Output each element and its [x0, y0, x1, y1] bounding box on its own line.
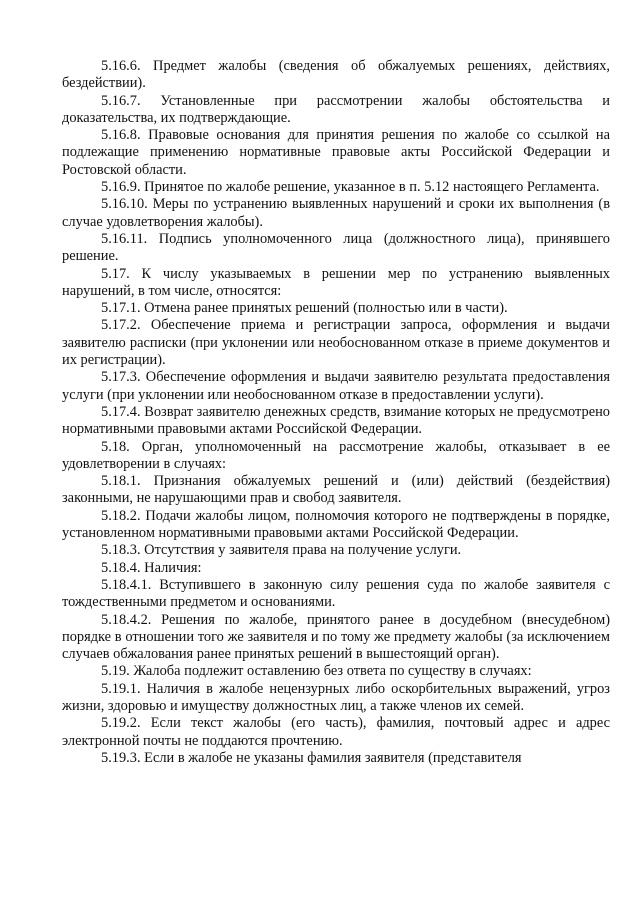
paragraph-5-19-1: 5.19.1. Наличия в жалобе нецензурных либо оскорбительных выражений, угроз жизни, здоровью и имуществу должностных лиц, а также членов их семей.	[62, 680, 610, 714]
paragraph-5-19: 5.19. Жалоба подлежит оставлению без ответа по существу в случаях:	[101, 663, 532, 680]
paragraph-5-16-10: 5.16.10. Меры по устранению выявленных нарушений и сроки их выполнения (в случае удовлетворения жалобы).	[62, 196, 610, 230]
paragraph-5-18-4: 5.18.4. Наличия:	[101, 559, 202, 576]
paragraph-5-17-2: 5.17.2. Обеспечение приема и регистрации запроса, оформления и выдачи заявителю расписки (при уклонении или необоснованном отказе в приеме документов и их регистрации).	[62, 317, 610, 369]
paragraph-5-19-3: 5.19.3. Если в жалобе не указаны фамилия заявителя (представителя	[101, 749, 522, 766]
paragraph-5-17-1: 5.17.1. Отмена ранее принятых решений (полностью или в части).	[101, 300, 508, 317]
paragraph-5-16-6: 5.16.6. Предмет жалобы (сведения об обжалуемых решениях, действиях, бездействии).	[62, 58, 610, 92]
paragraph-5-19-2: 5.19.2. Если текст жалобы (его часть), фамилия, почтовый адрес и адрес электронной почты не поддаются прочтению.	[62, 715, 610, 749]
paragraph-5-17-3: 5.17.3. Обеспечение оформления и выдачи заявителю результата предоставления услуги (при уклонении или необоснованном отказе в предоставлении услуги).	[62, 369, 610, 403]
paragraph-5-17-4: 5.17.4. Возврат заявителю денежных средств, взимание которых не предусмотрено нормативными правовыми актами Российской Федерации.	[62, 403, 610, 438]
paragraph-5-16-7: 5.16.7. Установленные при рассмотрении жалобы обстоятельства и доказательства, их подтверждающие.	[62, 92, 610, 126]
paragraph-5-17: 5.17. К числу указываемых в решении мер по устранению выявленных нарушений, в том числе, относятся:	[62, 265, 610, 299]
paragraph-5-16-8: 5.16.8. Правовые основания для принятия решения по жалобе со ссылкой на подлежащие применению нормативные правовые акты Российской Федерации и Ростовской области.	[62, 127, 610, 178]
paragraph-5-16-11: 5.16.11. Подпись уполномоченного лица (должностного лица), принявшего решение.	[62, 230, 610, 265]
document-page	[62, 58, 610, 767]
paragraph-5-18-3: 5.18.3. Отсутствия у заявителя права на получение услуги.	[101, 542, 462, 559]
paragraph-5-18-2: 5.18.2. Подачи жалобы лицом, полномочия которого не подтверждены в порядке, установленном нормативными правовыми актами Российской Федерации.	[62, 507, 610, 542]
paragraph-5-18-4-1: 5.18.4.1. Вступившего в законную силу решения суда по жалобе заявителя с тождественными предметом и основаниями.	[62, 576, 610, 611]
paragraph-5-18-1: 5.18.1. Признания обжалуемых решений и (или) действий (бездействия) законными, не нарушающими прав и свобод заявителя.	[62, 473, 610, 507]
paragraph-5-16-9: 5.16.9. Принятое по жалобе решение, указанное в п. 5.12 настоящего Регламента.	[101, 179, 600, 196]
paragraph-5-18-4-2: 5.18.4.2. Решения по жалобе, принятого ранее в досудебном (внесудебном) порядке в отношении того же заявителя и по тому же предмету жалобы (за исключением случаев обжалования ранее принятых решений в вышестоящий орган).	[62, 611, 610, 663]
paragraph-5-18: 5.18. Орган, уполномоченный на рассмотрение жалобы, отказывает в ее удовлетворении в случаях:	[62, 438, 610, 472]
